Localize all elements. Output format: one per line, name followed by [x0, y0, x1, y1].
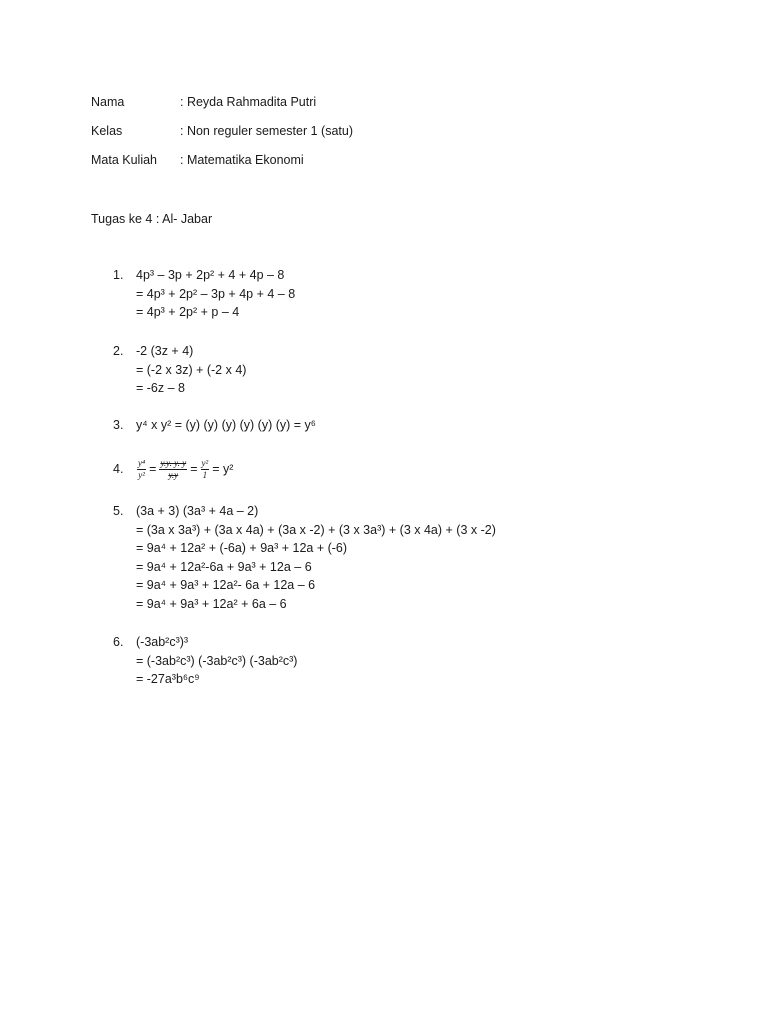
problem-number: 2.	[113, 344, 124, 358]
problem-lines	[136, 633, 297, 689]
fraction-expression	[136, 453, 233, 485]
problem-line: = (-3ab²c³) (-3ab²c³) (-3ab²c³)	[136, 653, 298, 668]
equals-sign: =	[149, 462, 157, 476]
problem-line: = 4p³ + 2p² – 3p + 4p + 4 – 8	[136, 286, 296, 301]
fraction-y4-over-y2	[137, 458, 146, 481]
problem-lines	[136, 342, 246, 398]
kelas-value: : Non reguler semester 1 (satu)	[180, 124, 353, 138]
problem-line: y⁴ x y² = (y) (y) (y) (y) (y) (y) = y⁶	[136, 418, 316, 432]
nama-label: Nama	[91, 95, 125, 109]
problem-line: = 9a⁴ + 12a²-6a + 9a³ + 12a – 6	[136, 559, 312, 574]
problem-number: 5.	[113, 504, 124, 518]
mata-kuliah-value: : Matematika Ekonomi	[180, 153, 304, 167]
fraction-denominator: 1	[202, 469, 208, 480]
fraction-expanded	[159, 458, 187, 481]
problem-lines	[136, 416, 316, 435]
equals-sign: =	[190, 462, 198, 476]
problem-line: = 9a⁴ + 9a³ + 12a² + 6a – 6	[136, 596, 287, 611]
problem-number: 1.	[113, 268, 124, 282]
problem-line: = -27a³b⁶c⁹	[136, 672, 200, 686]
cancelled-terms: y.y. y. y	[160, 457, 187, 468]
problem-line: = -6z – 8	[136, 381, 185, 395]
problem-lines	[136, 453, 233, 485]
fraction-numerator: y⁴	[138, 457, 146, 468]
fraction-y2-over-1	[201, 458, 210, 481]
kelas-label: Kelas	[91, 124, 123, 138]
problem-lines	[136, 266, 295, 322]
problem-line: = (3a x 3a³) + (3a x 4a) + (3a x -2) + (3 x 3a³) + (3 x 4a) + (3 x -2)	[136, 522, 496, 537]
fraction-denominator: y²	[138, 469, 145, 480]
mata-kuliah-label: Mata Kuliah	[91, 153, 158, 167]
problem-line: (3a + 3) (3a³ + 4a – 2)	[136, 504, 259, 518]
task-title: Tugas ke 4 : Al- Jabar	[91, 212, 213, 226]
problem-line: = (-2 x 3z) + (-2 x 4)	[136, 362, 247, 377]
problem-line: = 9a⁴ + 9a³ + 12a²- 6a + 12a – 6	[136, 578, 316, 592]
problem-lines	[136, 502, 496, 613]
problem-line: (-3ab²c³)³	[136, 635, 189, 649]
nama-value: : Reyda Rahmadita Putri	[180, 95, 317, 109]
fraction-numerator	[159, 458, 187, 470]
problem-number: 4.	[113, 462, 124, 476]
problem-number: 6.	[113, 635, 124, 649]
problem-line: 4p³ – 3p + 2p² + 4 + 4p – 8	[136, 268, 285, 282]
problem-line: = 9a⁴ + 12a² + (-6a) + 9a³ + 12a + (-6)	[136, 541, 348, 555]
problem-line: -2 (3z + 4)	[136, 344, 194, 358]
problem-number: 3.	[113, 418, 124, 432]
fraction-numerator: y²	[201, 457, 209, 468]
fraction-denominator: y.y	[168, 469, 179, 480]
problem-line: = 4p³ + 2p² + p – 4	[136, 305, 240, 319]
fraction-result: = y²	[212, 462, 234, 476]
